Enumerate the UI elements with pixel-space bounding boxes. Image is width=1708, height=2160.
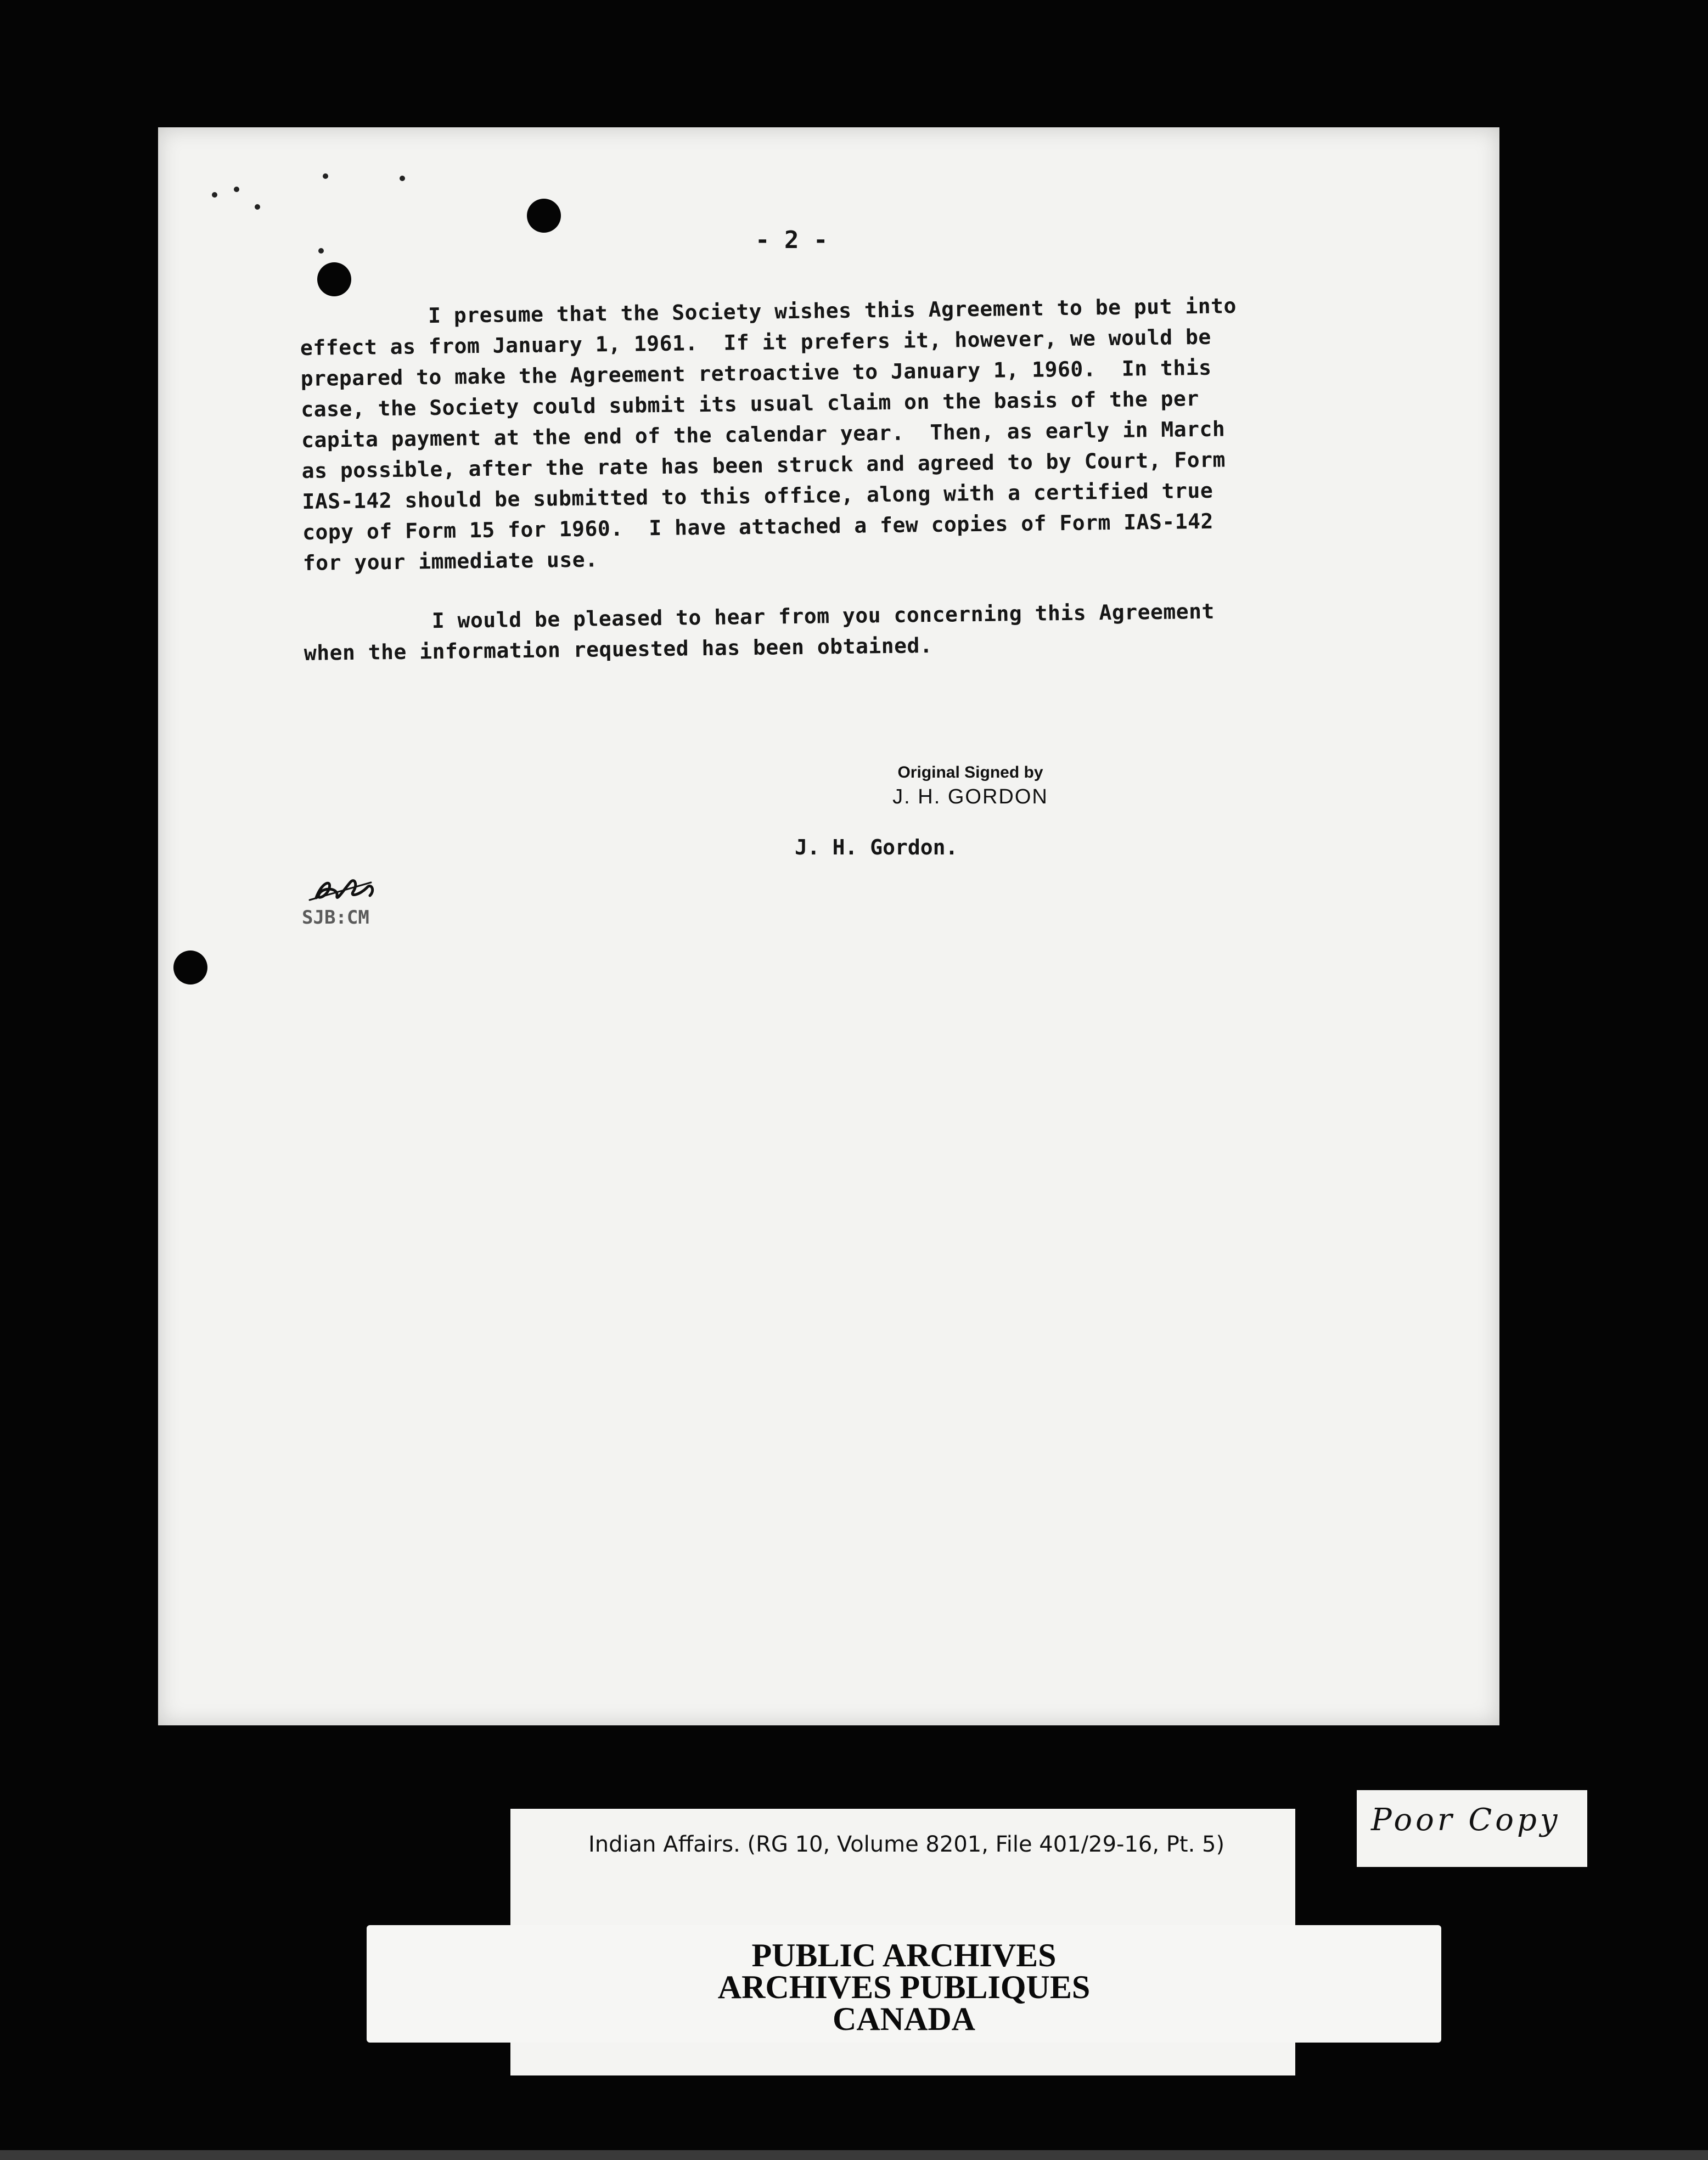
text-line: when the information requested has been obtained. [304,633,933,665]
speck [234,187,239,192]
paragraph-2 [304,592,1512,668]
poor-copy-text: Poor Copy [1371,1802,1561,1838]
archive-line-english: PUBLIC ARCHIVES [751,1937,1057,1973]
speck [255,204,260,210]
text-line: as possible, after the rate has been struck and agreed to by Court, Form [301,447,1226,483]
text-line: capita payment at the end of the calendar year. Then, as early in March [301,417,1226,452]
speck [212,192,217,198]
archive-stamp-strip [367,1925,1441,2043]
text-line: copy of Form 15 for 1960. I have attached a few copies of Form IAS-142 [302,509,1214,544]
film-edge [0,2150,1708,2160]
signature-stamp [806,762,1135,810]
archive-reference: Indian Affairs. (RG 10, Volume 8201, File 401/29-16, Pt. 5) [588,1832,1225,1857]
archive-line-country: CANADA [833,2001,975,2037]
punch-hole [527,199,561,233]
letter-body [300,287,1512,668]
text-line: for your immediate use. [302,547,598,575]
archive-stamp-text [367,1939,1441,2035]
text-line: effect as from January 1, 1961. If it prefers it, however, we would be [300,324,1212,360]
page-number: - 2 - [755,226,828,254]
paragraph-1 [300,287,1510,578]
punch-hole [173,950,207,985]
text-line: prepared to make the Agreement retroactive to January 1, 1960. In this [300,355,1212,391]
punch-hole [317,262,351,296]
text-line: I presume that the Society wishes this Agreement to be put into [428,294,1237,328]
text-line: IAS-142 should be submitted to this office, along with a certified true [302,478,1213,514]
text-line: I would be pleased to hear from you concerning this Agreement [431,599,1215,633]
document-page [158,127,1499,1725]
speck [323,173,328,179]
poor-copy-note [1357,1790,1587,1867]
stamp-caption: Original Signed by [897,763,1043,781]
stamp-name: J. H. GORDON [892,785,1048,808]
speck [400,176,405,181]
archive-line-french: ARCHIVES PUBLIQUES [717,1969,1091,2005]
speck [318,248,324,254]
signer-name: J. H. Gordon. [795,835,958,859]
archive-reference-label [510,1809,1295,1905]
text-line: case, the Society could submit its usual claim on the basis of the per [301,386,1200,421]
handwritten-initials-mark [305,866,415,910]
typist-initials: SJB:CM [302,907,369,929]
